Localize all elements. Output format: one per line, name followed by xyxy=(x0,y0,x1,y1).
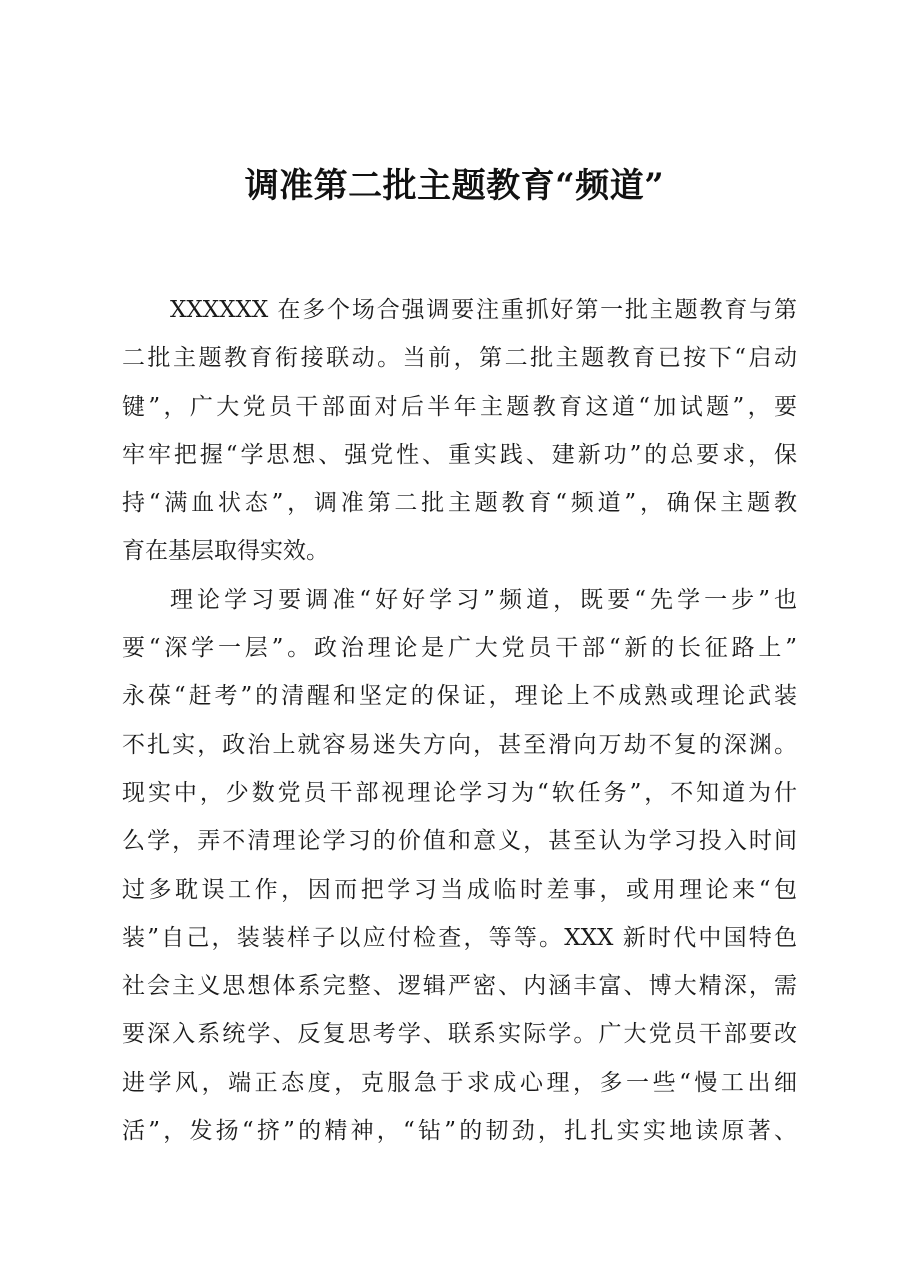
document-body xyxy=(122,286,797,1155)
text-line: 育在基层取得实效。 xyxy=(122,538,329,565)
paragraph-1 xyxy=(122,286,797,576)
text-line: 活”，发扬“挤”的精神，“钻”的韧劲，扎扎实实地读原著、 xyxy=(122,1118,797,1145)
text-line: 要深入系统学、反复思考学、联系实际学。广大党员干部要改 xyxy=(122,1021,797,1048)
text-line: 不扎实，政治上就容易迷失方向，甚至滑向万劫不复的深渊。 xyxy=(122,731,797,758)
text-line: XXXXXX 在多个场合强调要注重抓好第一批主题教育与第 xyxy=(170,297,797,323)
text-line: 进学风，端正态度，克服急于求成心理，多一些“慢工出细 xyxy=(122,1069,797,1096)
text-line: 理论学习要调准“好好学习”频道，既要“先学一步”也 xyxy=(170,586,797,613)
text-line: 牢牢把握“学思想、强党性、重实践、建新功”的总要求，保 xyxy=(122,441,797,468)
text-line: 永葆“赶考”的清醒和坚定的保证，理论上不成熟或理论武装 xyxy=(122,683,797,710)
text-line: 持“满血状态”，调准第二批主题教育“频道”，确保主题教 xyxy=(122,490,797,517)
document-title: 调准第二批主题教育“频道” xyxy=(244,166,665,206)
paragraph-2 xyxy=(122,576,797,1156)
text-line: 现实中，少数党员干部视理论学习为“软任务”，不知道为什 xyxy=(122,779,797,806)
text-line: 二批主题教育衔接联动。当前，第二批主题教育已按下“启动 xyxy=(122,345,797,372)
text-line: 过多耽误工作，因而把学习当成临时差事，或用理论来“包 xyxy=(122,876,797,903)
text-line: 社会主义思想体系完整、逻辑严密、内涵丰富、博大精深，需 xyxy=(122,973,797,1000)
text-line: 么学，弄不清理论学习的价值和意义，甚至认为学习投入时间 xyxy=(122,828,797,855)
text-line: 装”自己，装装样子以应付检查，等等。XXX 新时代中国特色 xyxy=(122,924,797,951)
text-line: 要“深学一层”。政治理论是广大党员干部“新的长征路上” xyxy=(122,635,797,662)
text-line: 键”，广大党员干部面对后半年主题教育这道“加试题”，要 xyxy=(122,393,797,420)
